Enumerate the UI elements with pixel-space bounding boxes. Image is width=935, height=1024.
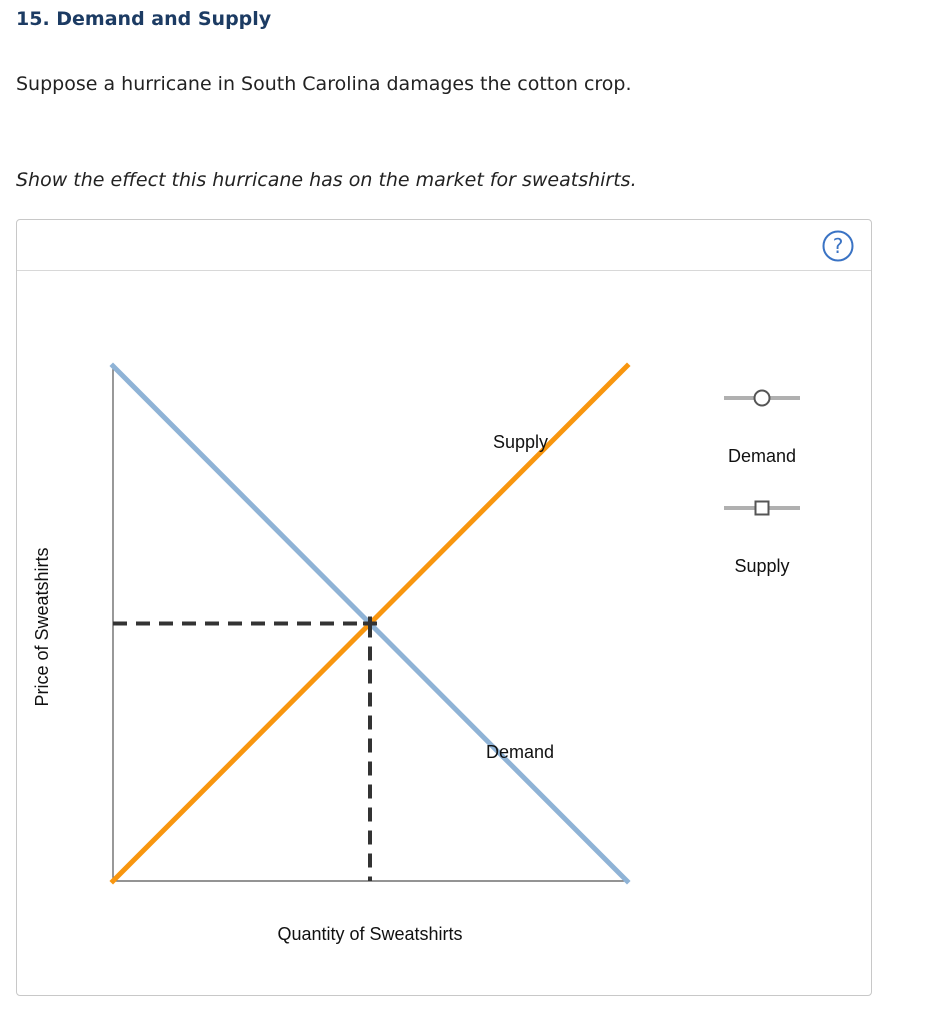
- supply-curve-label: Supply: [493, 432, 549, 452]
- square-marker-icon: [756, 502, 769, 515]
- y-axis-label: Price of Sweatshirts: [32, 547, 52, 707]
- supply-tool-label: Supply: [734, 556, 790, 576]
- demand-curve-label: Demand: [486, 742, 555, 762]
- circle-marker-icon: [755, 391, 770, 406]
- demand-tool[interactable]: [724, 391, 800, 406]
- x-axis-label: Quantity of Sweatshirts: [277, 924, 463, 944]
- instruction-text: Show the effect this hurricane has on the market for sweatshirts.: [16, 169, 637, 191]
- help-symbol: ?: [832, 234, 844, 258]
- supply-tool[interactable]: [724, 502, 800, 515]
- question-title: 15. Demand and Supply: [16, 8, 272, 30]
- demand-tool-label: Demand: [727, 446, 797, 466]
- tool-palette: [724, 391, 800, 577]
- question-text: Suppose a hurricane in South Carolina damages the cotton crop.: [16, 73, 632, 95]
